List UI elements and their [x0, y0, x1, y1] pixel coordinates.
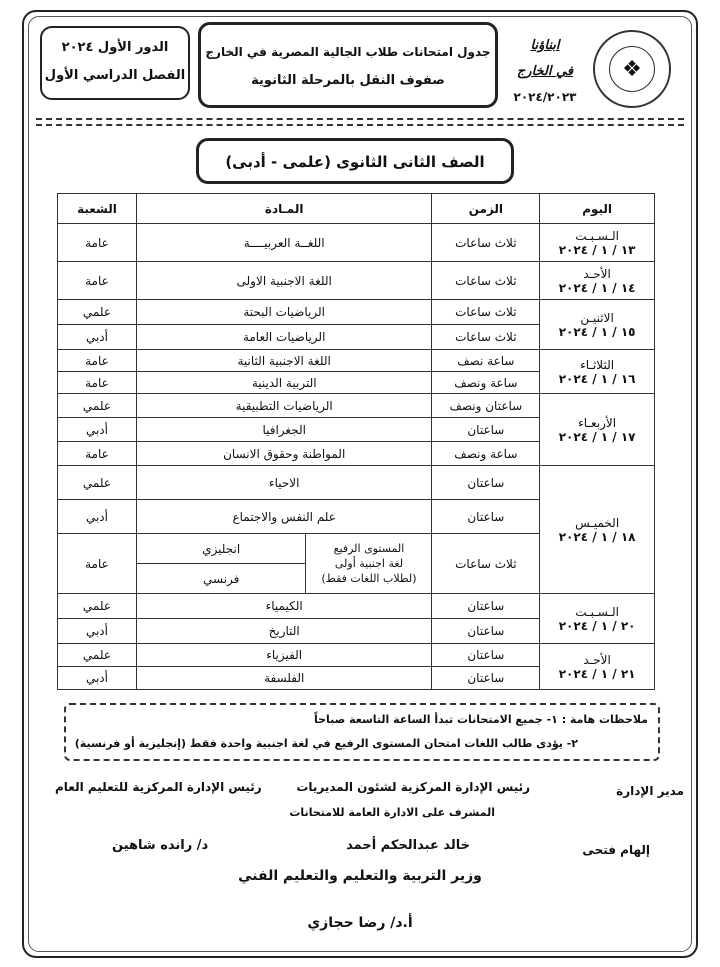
day-cell: الثلاثـاء ١٦ / ١ / ٢٠٢٤ [540, 350, 655, 394]
subject-cell [136, 534, 432, 594]
notes-box [64, 703, 660, 761]
section-cell: علمي [58, 594, 137, 619]
subject-cell: اللغة الاجنبية الثانية [136, 350, 432, 372]
header-subject: المـادة [136, 194, 432, 224]
grade-title-box [196, 138, 514, 184]
subject-cell: الرياضيات العامة [136, 325, 432, 350]
table-row [58, 262, 655, 300]
time-cell: ساعتان [432, 619, 540, 644]
subject-cell: الرياضيات التطبيقية [136, 394, 432, 418]
subject-cell: اللغة الاجنبية الاولى [136, 262, 432, 300]
time-cell: ساعتان [432, 594, 540, 619]
advanced-level-split [137, 534, 432, 593]
time-cell: ساعتان [432, 644, 540, 667]
subject-cell: الفيزياء [136, 644, 432, 667]
time-cell: ثلاث ساعات [432, 300, 540, 325]
section-cell: علمي [58, 466, 137, 500]
time-cell: ساعة نصف [432, 350, 540, 372]
day-cell: الاثنيـن ١٥ / ١ / ٢٠٢٤ [540, 300, 655, 350]
our-children: ابناؤنا [530, 38, 560, 53]
table-row [58, 594, 655, 619]
time-cell: ساعة ونصف [432, 372, 540, 394]
minister-name: أ.د/ رضا حجازي [307, 915, 413, 931]
table-row [58, 466, 655, 500]
notes-label: ملاحظات هامة : [561, 713, 648, 726]
day-cell: الأحـد ٢١ / ١ / ٢٠٢٤ [540, 644, 655, 690]
directorates-subtitle: المشرف على الادارة العامة للامتحانات [289, 806, 495, 819]
day-cell: الخميـس ١٨ / ١ / ٢٠٢٤ [540, 466, 655, 594]
header-section: الشعبة [58, 194, 137, 224]
title-box [198, 22, 498, 108]
section-cell: عامة [58, 442, 137, 466]
advanced-level-label: المستوى الرفيع لغة اجنبية أولى (لطلاب اللغات فقط) [305, 534, 431, 593]
note-item: ٢- يؤدى طالب اللغات امتحان المستوى الرفيع في لغة اجنبية واحدة فقط (إنجليزية أو فرنسية) [74, 737, 578, 750]
abroad: في الخارج [516, 64, 574, 79]
eagle-icon: ❖ [609, 46, 655, 92]
grade-title: الصف الثانى الثانوى (علمى - أدبى) [225, 153, 485, 171]
subject-cell: الاحياء [136, 466, 432, 500]
time-cell: ساعتان [432, 466, 540, 500]
time-cell: ثلاث ساعات [432, 325, 540, 350]
section-cell: علمي [58, 394, 137, 418]
section-cell: عامة [58, 262, 137, 300]
section-cell: أدبي [58, 418, 137, 442]
language-english: انجليزي [137, 534, 306, 564]
section-cell: أدبي [58, 667, 137, 690]
ministry-seal-icon [593, 30, 671, 108]
divider-top [36, 118, 684, 120]
section-cell: أدبي [58, 500, 137, 534]
term-box [40, 26, 190, 100]
time-cell: ثلاث ساعات [432, 224, 540, 262]
time-cell: ساعتان ونصف [432, 394, 540, 418]
note-line-1 [314, 713, 648, 726]
directorates-title: رئيس الإدارة المركزية لشئون المديريات [296, 780, 530, 794]
day-cell: الأحـد ١٤ / ١ / ٢٠٢٤ [540, 262, 655, 300]
general-ed-title: رئيس الإدارة المركزية للتعليم العام [55, 780, 262, 794]
subject-cell: الجغرافيا [136, 418, 432, 442]
language-french: فرنسي [202, 571, 240, 586]
table-row [58, 224, 655, 262]
general-ed-name: د/ رانده شاهين [112, 838, 209, 853]
subject-cell: الكيمياء [136, 594, 432, 619]
exam-schedule-table [57, 193, 655, 690]
day-cell: الـسـبـت ١٣ / ١ / ٢٠٢٤ [540, 224, 655, 262]
section-cell: عامة [58, 224, 137, 262]
time-cell: ساعة ونصف [432, 442, 540, 466]
term-round: الدور الأول ٢٠٢٤ [61, 40, 169, 55]
minister-title: وزير التربية والتعليم والتعليم الفني [238, 868, 482, 884]
divider-bottom [36, 124, 684, 126]
schedule-title: جدول امتحانات طلاب الجالية المصرية في الخارج [205, 45, 491, 59]
time-cell: ثلاث ساعات [432, 262, 540, 300]
academic-year: ٢٠٢٤/٢٠٢٣ [513, 90, 577, 104]
section-cell: علمي [58, 644, 137, 667]
section-cell: أدبي [58, 325, 137, 350]
table-row [58, 300, 655, 325]
schedule-subtitle: صفوف النقل بالمرحلة الثانوية [251, 73, 445, 88]
subject-cell: اللغــة العربيــــة [136, 224, 432, 262]
time-cell: ساعتان [432, 667, 540, 690]
header-day: اليوم [540, 194, 655, 224]
section-cell: أدبي [58, 619, 137, 644]
time-cell: ساعتان [432, 418, 540, 442]
header-time: الزمن [432, 194, 540, 224]
time-cell: ثلاث ساعات [432, 534, 540, 594]
section-cell: علمي [58, 300, 137, 325]
language-options [137, 534, 306, 593]
term-semester: الفصل الدراسي الأول [44, 68, 186, 83]
section-cell: عامة [58, 350, 137, 372]
section-cell: عامة [58, 534, 137, 594]
dept-manager-name: إلهام فتحى [582, 843, 650, 857]
subject-cell: الرياضيات البحتة [136, 300, 432, 325]
day-cell: الـسـبـت ٢٠ / ١ / ٢٠٢٤ [540, 594, 655, 644]
table-row [58, 644, 655, 667]
subject-cell: التاريخ [136, 619, 432, 644]
day-cell: الأربعـاء ١٧ / ١ / ٢٠٢٤ [540, 394, 655, 466]
note-item: ١- جميع الامتحانات تبدأ الساعة التاسعة صباحاً [313, 713, 558, 726]
table-row [58, 394, 655, 418]
subject-cell: المواطنة وحقوق الانسان [136, 442, 432, 466]
subject-cell: التربية الدينية [136, 372, 432, 394]
subject-cell: علم النفس والاجتماع [136, 500, 432, 534]
dept-manager-title: مدير الإدارة [616, 784, 684, 798]
directorates-name: خالد عبدالحكم أحمد [346, 838, 470, 853]
table-header-row [58, 194, 655, 224]
time-cell: ساعتان [432, 500, 540, 534]
table-row [58, 350, 655, 372]
section-cell: عامة [58, 372, 137, 394]
subject-cell: الفلسفة [136, 667, 432, 690]
